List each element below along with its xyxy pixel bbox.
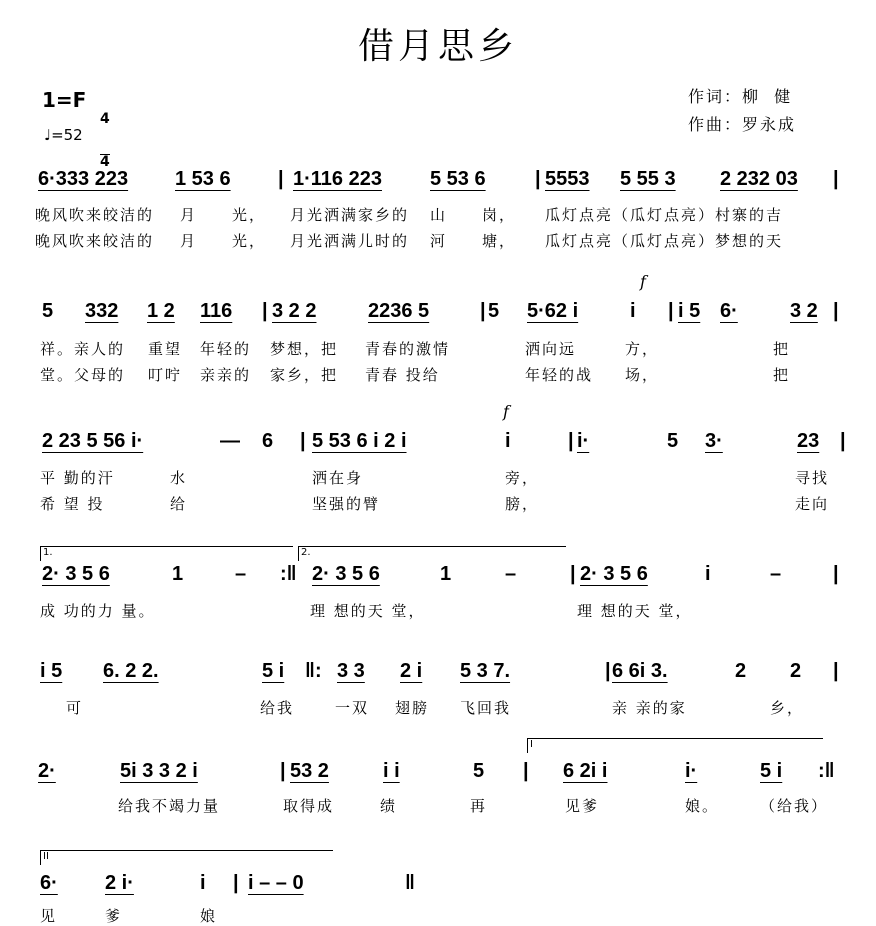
note-group: 3 3 [337,660,365,682]
key-signature: 1=F [42,88,87,112]
note-group: 1 2 [147,300,175,322]
barline: – [505,563,517,585]
note-group: 6 2i i [563,760,608,782]
note-group: 6 [262,430,274,452]
meter-bottom: 4 [100,154,110,170]
lyric-verse-2: 堂。父母的 [40,366,126,384]
note-group: 1 53 6 [175,168,231,190]
note-group: 116 [200,300,233,322]
lyric-verse-2: 光， [232,232,267,250]
composer: 作曲：罗永成 [688,115,797,134]
lyric-verse-2: 家乡，把 [270,366,339,384]
lyric-verse-2: 希 望 投 [40,495,105,513]
note-group: 1 [172,563,184,585]
note-group: i 5 [678,300,701,322]
lyric-verse-2: 走向 [795,495,830,513]
note-group: 5 [42,300,54,322]
note-group: 2 i· [105,872,134,894]
barline: | [523,760,529,782]
note-group: 3· [705,430,723,452]
note-group: 6· [720,300,738,322]
barline: | [833,563,839,585]
lyric-verse-1: 平 勤的汗 [40,469,115,487]
note-group: 2· 3 5 6 [42,563,110,585]
song-title: 借月思乡 [357,26,518,67]
note-group: 5 i [262,660,285,682]
lyric-verse-1: 月光洒满家乡的 [290,206,410,224]
barline: :‖ [280,563,297,585]
note-group: 5 53 6 [430,168,486,190]
barline: | [833,300,839,322]
barline: | [262,300,268,322]
lyric-verse-1: 岗， [482,206,517,224]
barline: | [278,168,284,190]
note-group: 2 [790,660,802,682]
volta-bracket: I [527,738,823,753]
lyric-verse-1: 水 [170,469,188,487]
lyric-verse-2: 晚风吹来皎洁的 [35,232,155,250]
barline: | [300,430,306,452]
barline: | [840,430,846,452]
barline: | [570,563,576,585]
lyric-verse-2: 青春 投给 [365,366,440,384]
note-group: 5 3 7. [460,660,511,682]
note-group: 1·116 223 [293,168,382,190]
note-group: 5553 [545,168,590,190]
lyric-verse-1: 绩 [380,797,398,815]
note-group: i [630,300,636,322]
lyric-verse-1: 青春的激情 [365,340,451,358]
note-group: 5 [473,760,485,782]
lyric-verse-1: 山 [430,206,448,224]
lyric-verse-1: 一双 [335,699,370,717]
lyric-verse-2: 给 [170,495,188,513]
barline: – [770,563,782,585]
note-group: 6· [40,872,58,894]
lyric-verse-1: 亲 亲的家 [612,699,687,717]
note-group: 5i 3 3 2 i [120,760,198,782]
lyric-verse-1: 月 [180,206,198,224]
lyric-verse-1: 见 [40,907,58,925]
lyric-verse-1: 再 [470,797,488,815]
lyric-verse-2: 亲亲的 [200,366,252,384]
lyric-verse-2: 塘， [482,232,517,250]
note-group: 2· [38,760,56,782]
note-group: 5·62 i [527,300,579,322]
lyric-verse-2: 膀， [505,495,540,513]
note-group: 332 [85,300,119,322]
lyric-verse-1: 理 想的天 堂， [310,602,426,620]
note-group: 6 6i 3. [612,660,668,682]
lyric-verse-1: 瓜灯点亮（瓜灯点亮）村寨的吉 [545,206,784,224]
lyric-verse-1: 取得成 [283,797,335,815]
barline: ‖: [305,660,322,682]
note-group: 5 i [760,760,783,782]
lyric-verse-1: 梦想，把 [270,340,339,358]
lyric-verse-1: 光， [232,206,267,224]
lyric-verse-1: 爹 [105,907,123,925]
lyric-verse-2: 坚强的臂 [312,495,381,513]
note-group: i· [577,430,590,452]
note-group: 5 [488,300,500,322]
lyric-verse-1: 重望 [148,340,183,358]
note-group: 23 [797,430,820,452]
note-group: 2 [735,660,747,682]
lyric-verse-1: 飞回我 [460,699,512,717]
note-group: 3 2 2 [272,300,317,322]
barline: | [668,300,674,322]
lyric-verse-1: 娘。 [685,797,720,815]
note-group: i· [685,760,698,782]
barline: | [833,168,839,190]
lyric-verse-1: （给我） [760,797,829,815]
note-group: i 5 [40,660,63,682]
barline: | [605,660,611,682]
lyric-verse-1: 翅膀 [395,699,430,717]
lyric-verse-1: 洒向远 [525,340,577,358]
lyric-verse-1: 可 [66,699,84,717]
lyric-verse-1: 祥。亲人的 [40,340,126,358]
barline: :‖ [818,760,835,782]
barline: — [220,430,240,452]
note-group: 6·333 223 [38,168,129,190]
note-group: 53 2 [290,760,329,782]
lyric-verse-2: 叮咛 [148,366,183,384]
tempo-marking: ♩=52 [44,126,83,144]
lyric-verse-1: 给我不竭力量 [118,797,221,815]
lyric-verse-1: 年轻的 [200,340,252,358]
note-group: 5 53 6 i 2 i [312,430,407,452]
note-group: 2 23 5 56 i· [42,430,144,452]
barline: | [568,430,574,452]
lyric-verse-1: 晚风吹来皎洁的 [35,206,155,224]
note-group: i [200,872,206,894]
note-group: 2 i [400,660,423,682]
note-group: i – – 0 [248,872,304,894]
dynamic-forte: f [640,272,646,291]
lyric-verse-1: 寻找 [795,469,830,487]
lyric-verse-2: 把 [773,366,791,384]
note-group: i [705,563,711,585]
lyric-verse-1: 理 想的天 堂， [577,602,693,620]
lyric-verse-1: 见爹 [565,797,600,815]
lyricist: 作词：柳 健 [688,87,793,106]
meter-top: 4 [100,111,110,127]
note-group: 5 [667,430,679,452]
barline: ‖ [405,872,415,894]
lyric-verse-2: 年轻的战 [525,366,594,384]
barline: | [535,168,541,190]
note-group: 2 232 03 [720,168,798,190]
lyric-verse-1: 娘 [200,907,218,925]
barline: – [235,563,247,585]
lyric-verse-1: 洒在身 [312,469,364,487]
note-group: 2236 5 [368,300,430,322]
note-group: 6. 2 2. [103,660,159,682]
note-group: i i [383,760,400,782]
lyric-verse-2: 河 [430,232,448,250]
barline: | [480,300,486,322]
lyric-verse-1: 把 [773,340,791,358]
barline: | [280,760,286,782]
lyric-verse-1: 给我 [260,699,295,717]
lyric-verse-2: 月光洒满儿时的 [290,232,410,250]
lyric-verse-1: 成 功的力 量。 [40,602,156,620]
note-group: 1 [440,563,452,585]
note-group: 5 55 3 [620,168,676,190]
note-group: 2· 3 5 6 [580,563,648,585]
volta-bracket: II [40,850,333,865]
note-group: 3 2 [790,300,818,322]
lyric-verse-1: 旁， [505,469,540,487]
note-group: 2· 3 5 6 [312,563,380,585]
dynamic-forte: f [503,402,509,421]
barline: | [233,872,239,894]
lyric-verse-1: 乡， [770,699,805,717]
lyric-verse-2: 瓜灯点亮（瓜灯点亮）梦想的天 [545,232,784,250]
volta-bracket: 1. [40,546,293,561]
lyric-verse-2: 场， [625,366,660,384]
barline: | [833,660,839,682]
lyric-verse-1: 方， [625,340,660,358]
note-group: i [505,430,511,452]
lyric-verse-2: 月 [180,232,198,250]
volta-bracket: 2. [298,546,566,561]
